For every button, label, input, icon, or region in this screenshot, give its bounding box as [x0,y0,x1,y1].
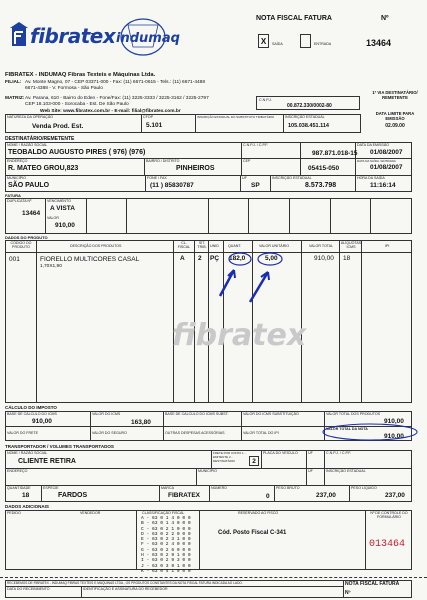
dest-cnpj: 987.871.018-15 [312,150,358,157]
classificacao-item: J - 63 0 3 9 1 0 0 [141,563,191,569]
natureza: Venda Prod. Est. [32,123,84,130]
cnpj-emitente-label: C.N.P.J. [259,98,272,102]
canhoto-data-label: DATA DO RECEBIMENTO [7,587,50,591]
total-nota-label: VALOR TOTAL DA NOTA [326,427,368,431]
outras-label: OUTRAS DESPESAS ACESSÓRIAS [165,431,225,435]
row-descricao: FIORELLO MULTICORES CASAL [40,256,140,263]
especie-label: ESPÉCIE [43,486,59,490]
col-valor-total: VALOR TOTAL [309,244,334,248]
data-emissao-label: DATA DA EMISSÃO [357,143,390,147]
placa-label: PLACA DO VEÍCULO [263,451,298,455]
row-cl: A [180,255,185,262]
transp-nome-label: NOME / RAZÃO SOCIAL [7,451,48,455]
marca-label: MARCA [161,486,174,490]
vencimento: A VISTA [50,205,75,212]
duplicata-label: DUPLICATA Nº [7,199,32,203]
col-ipi: IPI [385,244,390,248]
col-cl-fiscal: CL. FISCAL [177,241,191,249]
peso-bruto-label: PESO BRUTO [276,486,300,490]
base-icms: 910,00 [32,418,52,425]
seguro-label: VALOR DO SEGURO [92,431,127,435]
frete-conta: 2 [252,458,256,465]
dest-endereco-label: ENDEREÇO [7,159,28,163]
frete-conta-box [249,456,259,466]
volume-numero: 0 [266,493,270,500]
ie-emitente: 105.038.451.114 [288,123,329,129]
classificacao-item: F - 63 0 2 4 0 0 0 [141,542,191,548]
valor-icms-label: VALOR DO ICMS [92,412,121,416]
handwritten-annotations [218,248,288,308]
canhoto-title: NOTA FISCAL FATURA [345,581,400,587]
valor-subst-label: VALOR DO ICMS SUBSTITUIÇÃO [243,412,299,416]
row-codigo: 001 [9,256,20,263]
ipi-total-label: VALOR TOTAL DO IPI [243,431,279,435]
logo-divider [91,33,99,34]
entrada-label: ENTRADA [314,42,332,46]
total-produtos: 910,00 [384,418,404,425]
fatura-section: FATURA [5,193,21,198]
dest-endereco: R. MATEO GROU,823 [8,165,79,172]
ie-subst-label: INSCRIÇÃO ESTADUAL DO SUBSTITUTO TRIBUTÁRIO [197,115,275,119]
row-detalhe: 1,70X1,90 [40,264,62,269]
dest-uf-label: UF [242,176,247,180]
dest-cep: 05415-050 [308,165,340,172]
dest-uf: SP [251,182,260,189]
data-limite-label: DATA LIMITE PARA EMISSÃO [375,111,415,121]
dest-bairro-label: BAIRRO / DISTRITO [146,159,180,163]
classificacao-list [141,516,191,574]
dest-cnpj-label: C.N.P.J. / C.P.F. [243,143,269,147]
peso-liquido: 237,00 [385,492,405,499]
fibratex-logo: fibratex [30,24,116,48]
indumaq-logo: indumaq [116,31,180,46]
matriz-label: MATRIZ: [5,96,25,101]
transp-cnpj-label: C.N.P.J. / C.P.F. [326,451,352,455]
classificacao-item: A - 63 0 1 4 0 0 0 [141,516,191,521]
controle-numero: 013464 [369,539,406,550]
col-unid: UNID [210,244,219,248]
data-emissao: 01/08/2007 [370,149,403,156]
especie: FARDOS [58,492,88,499]
numero-nota: 13464 [366,38,392,48]
matriz-line2: CEP 18.103-000 - Sorocaba - Est. De São Paulo [25,102,129,107]
row-icms: 18 [343,255,351,262]
duplicata: 13464 [22,210,41,217]
filial-line1: Av. Monte Magno, 07 - CEP 03371-000 - Fax: (11) 6671-0615 - Tels.: (11) 6671-4488 [25,80,205,85]
via-text: 1ª VIA DESTINATÁRIO/ REMETENTE [372,90,418,100]
row-unit: 5,00 [265,255,278,262]
numero-label: Nº [381,15,389,22]
transp-uf-label: UF [308,451,313,455]
col-valor-unit: VALOR UNITÁRIO [259,244,290,248]
matriz-line1: Av. Parana, 610 - Bairro do Eden - Fone/Fax: (11) 3225-3333 / 3225-3162 / 3225-2797 [25,96,209,101]
filial-label: FILIAL: [5,80,22,85]
data-saida-label: DATA DA SAÍDA / ENTRADA [357,159,396,163]
row-unid: PÇ [210,255,220,262]
classificacao-item: D - 63 0 2 2 0 0 0 [141,531,191,537]
col-sit-trib: SIT. TRIB. [197,241,207,249]
base-icms-label: BASE DE CÁLCULO DO ICMS [7,412,57,416]
transp-endereco-label: ENDEREÇO [7,469,28,473]
hora-saida-label: HORA DA SAÍDA [357,176,385,180]
dest-cep-label: CEP [243,159,251,163]
cfop-label: CFOP [143,115,153,119]
classificacao-item: E - 63 0 2 3 1 0 0 [141,537,191,543]
dest-fone-label: FONE / FAX [147,176,167,180]
row-total: 910,00 [314,255,334,262]
quantidade: 18 [22,492,30,499]
classificacao-item: H - 63 0 2 9 1 0 0 [141,553,191,559]
classificacao-item: I - 63 0 2 9 3 0 0 [141,558,191,564]
filial-line2: 6671-4388 - V. Formosa - São Paulo [25,86,103,91]
transp-nome: CLIENTE RETIRA [18,458,76,465]
reservado-label: RESERVADO AO FISCO [238,511,279,515]
hora-saida: 11:16:14 [370,182,396,189]
dest-nome: TEOBALDO AUGUSTO PIRES ( 976) (976) [8,149,146,156]
dest-ie-label: INSCRIÇÃO ESTADUAL [272,176,312,180]
natureza-label: NATUREZA DA OPERAÇÃO [7,115,54,119]
ie-emitente-label: INSCRIÇÃO ESTADUAL [285,115,325,119]
dest-municipio: SÃO PAULO [8,182,50,189]
saida-mark: X [260,37,267,46]
classificacao-item: K - 63 0 4 1 9 0 0 [141,568,191,574]
classificacao-item: G - 63 0 2 6 0 0 0 [141,547,191,553]
destinatario-section: DESTINATÁRIO/REMETENTE [5,136,75,142]
fatura-valor-label: VALOR [47,216,59,220]
dest-bairro: PINHEIROS [176,165,215,172]
marca: FIBRATEX [168,492,201,499]
volume-numero-label: NÚMERO [211,486,227,490]
canhoto-recebemos: RECEBEMOS DE FIBRATEX - INDUMAQ FIBRAS TEXTEIS E MÁQUINAS LTDA., OS PRODUTOS CONSTANTES DA NOTA FISCAL FATURA INDICADA AO LADO. [7,581,243,585]
data-saida: 01/08/2007 [370,164,403,171]
classificacao-item: C - 63 0 2 1 0 0 0 [141,526,191,532]
transp-uf2-label: UF [308,469,313,473]
col-descricao: DESCRIÇÃO DOS PRODUTOS [70,244,122,248]
transp-municipio-label: MUNICÍPIO [198,469,217,473]
saida-label: SAÍDA [272,42,283,46]
canhoto-divider [0,577,427,578]
cfop: 5.101 [146,122,163,129]
imposto-section: CÁLCULO DO IMPOSTO [5,405,57,410]
cnpj-emitente: 00.872.330/0002-80 [287,103,332,109]
fatura-valor: 910,00 [55,222,75,229]
base-subst-label: BASE DE CÁLCULO DO ICMS SUBST. [165,412,229,416]
total-nota: 910,00 [384,433,404,440]
classificacao-label: CLASSIFICAÇÃO FISCAL [142,511,185,515]
entrada-checkbox[interactable] [300,34,311,48]
saida-checkbox[interactable] [258,34,269,48]
adicionais-box [5,510,412,570]
adicionais-section: DADOS ADICIONAIS [5,504,49,509]
company-name: FIBRATEX - INDUMAQ Fibras Texteis e Máquinas Ltda. [5,72,156,78]
web-line: Web Site: www.fibratex.com.br - E-mail: filial@fibratex.com.br [40,109,181,114]
dest-municipio-label: MUNICÍPIO [7,176,26,180]
col-codigo: CÓDIGO DO PRODUTO [10,241,32,249]
frete-conta-label: FRETE POR CONTA 1 - EMITENTE 2 - DESTINATÁRIO [213,451,246,463]
quantidade-label: QUANTIDADE [7,486,31,490]
dest-ie: 8.573.798 [305,182,337,189]
frete-label: VALOR DO FRETE [7,431,39,435]
dest-nome-label: NOME / RAZÃO SOCIAL [7,143,48,147]
posto-fiscal: Cód. Posto Fiscal C-341 [218,530,287,536]
vencimento-label: VENCIMENTO [47,199,71,203]
col-quant: QUANT. [228,244,242,248]
doc-title: NOTA FISCAL FATURA [256,15,332,22]
row-quant: 182,0 [229,255,246,262]
canhoto-identificacao-label: IDENTIFICAÇÃO E ASSINATURA DO RECEBEDOR [83,587,168,591]
total-nota-circle [320,422,420,442]
dest-fone: (11 ) 85830787 [150,182,194,189]
vendedor-label: VENDEDOR [80,511,101,515]
col-aliquotas: ALÍQUOTAS ICMS [340,241,362,249]
pedido-label: PEDIDO [7,511,21,515]
data-limite: 02.09.00 [385,123,405,129]
fibratex-logo-emblem [8,22,30,48]
transp-ie-label: INSCRIÇÃO ESTADUAL [326,469,366,473]
total-produtos-label: VALOR TOTAL DOS PRODUTOS [326,412,381,416]
cnpj-emitente-box [256,96,360,110]
watermark: fibratex [172,318,307,353]
produtos-section: DADOS DO PRODUTO [5,235,48,240]
peso-liquido-label: PESO LÍQUIDO [351,486,377,490]
controle-label: Nº DE CONTROLE DO FORMULÁRIO [370,511,408,519]
peso-bruto: 237,00 [316,492,336,499]
valor-icms: 163,80 [131,419,151,426]
transportador-section: TRANSPORTADOR / VOLUMES TRANSPORTADOS [5,444,114,449]
classificacao-item: B - 63 0 1 4 0 0 0 [141,521,191,527]
row-sit: 2 [198,255,202,262]
canhoto-numero-label: Nº [345,590,351,596]
